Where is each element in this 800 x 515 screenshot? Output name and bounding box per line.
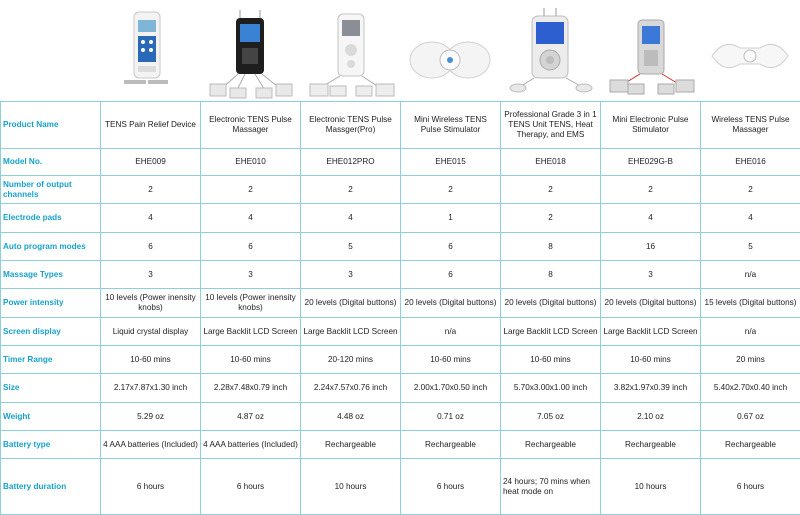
table-cell: 20 levels (Digital buttons) [401,289,501,318]
table-cell: 2.17x7.87x1.30 inch [101,374,201,403]
table-cell: 10-60 mins [401,346,501,374]
table-cell: 15 levels (Digital buttons) [701,289,800,318]
table-cell: 4.87 oz [201,403,301,431]
table-cell: 6 hours [101,459,201,515]
comparison-table-body [1,102,800,515]
table-cell: 16 [601,233,701,261]
table-cell: 20-120 mins [301,346,401,374]
table-cell: 2.28x7.48x0.79 inch [201,374,301,403]
table-cell: 10-60 mins [601,346,701,374]
table-cell: n/a [701,261,800,289]
table-cell: 4 [701,204,800,233]
table-cell: 10 levels (Power inensity knobs) [101,289,201,318]
professional-3in1-tens-image [500,0,600,101]
row-label: Electrode pads [1,204,101,233]
table-cell: 5.29 oz [101,403,201,431]
table-cell: 2 [301,176,401,204]
table-cell: EHE010 [201,149,301,176]
table-row [1,204,800,233]
table-row [1,261,800,289]
table-cell: EHE015 [401,149,501,176]
table-cell: 20 levels (Digital buttons) [601,289,701,318]
table-cell: 3 [101,261,201,289]
table-cell: Electronic TENS Pulse Massger(Pro) [301,102,401,149]
table-cell: 6 hours [401,459,501,515]
product-image-4 [400,0,500,101]
mini-electronic-pulse-stimulator-image [600,0,700,101]
table-cell: 3 [301,261,401,289]
table-cell: 4 AAA batteries (Included) [201,431,301,459]
table-cell: Large Backlit LCD Screen [601,318,701,346]
product-images-row [0,0,800,101]
table-cell: 2 [501,204,601,233]
table-cell: 0.71 oz [401,403,501,431]
table-cell: 6 [401,261,501,289]
tens-pain-relief-device-image [100,0,200,101]
table-cell: 2.00x1.70x0.50 inch [401,374,501,403]
table-cell: Rechargeable [401,431,501,459]
table-row [1,431,800,459]
table-cell: Mini Wireless TENS Pulse Stimulator [401,102,501,149]
row-label: Massage Types [1,261,101,289]
table-cell: EHE012PRO [301,149,401,176]
table-cell: 10-60 mins [101,346,201,374]
table-row [1,403,800,431]
table-row [1,149,800,176]
table-cell: 24 hours; 70 mins when heat mode on [501,459,601,515]
row-label: Screen display [1,318,101,346]
table-row [1,346,800,374]
table-cell: 3 [601,261,701,289]
table-cell: 1 [401,204,501,233]
table-cell: EHE016 [701,149,800,176]
table-cell: 6 hours [701,459,800,515]
table-cell: Large Backlit LCD Screen [201,318,301,346]
row-label: Weight [1,403,101,431]
table-cell: 4 [201,204,301,233]
table-cell: Wireless TENS Pulse Massager [701,102,800,149]
row-label: Auto program modes [1,233,101,261]
table-cell: TENS Pain Relief Device [101,102,201,149]
table-cell: 10 levels (Power inensity knobs) [201,289,301,318]
comparison-table [0,101,800,515]
table-cell: 10 hours [601,459,701,515]
table-row [1,374,800,403]
table-cell: Rechargeable [501,431,601,459]
table-cell: 6 [101,233,201,261]
table-cell: 4.48 oz [301,403,401,431]
table-cell: 4 [101,204,201,233]
table-cell: EHE029G-B [601,149,701,176]
table-cell: 2 [401,176,501,204]
table-cell: 2.10 oz [601,403,701,431]
table-cell: EHE018 [501,149,601,176]
table-cell: 3.82x1.97x0.39 inch [601,374,701,403]
table-row [1,176,800,204]
table-cell: 8 [501,261,601,289]
table-cell: 4 AAA batteries (Included) [101,431,201,459]
table-cell: Large Backlit LCD Screen [301,318,401,346]
row-label: Model No. [1,149,101,176]
row-label: Timer Range [1,346,101,374]
row-label: Size [1,374,101,403]
table-cell: 2 [701,176,800,204]
table-cell: 2 [101,176,201,204]
table-row [1,459,800,515]
table-cell: Large Backlit LCD Screen [501,318,601,346]
table-cell: 20 levels (Digital buttons) [301,289,401,318]
tens-pulse-massager-image [200,0,300,101]
table-cell: Professional Grade 3 in 1 TENS Unit TENS, Heat Therapy, and EMS [501,102,601,149]
table-cell: 2 [601,176,701,204]
product-image-6 [600,0,700,101]
table-cell: Rechargeable [301,431,401,459]
row-label: Product Name [1,102,101,149]
table-cell: 2 [501,176,601,204]
table-cell: 6 hours [201,459,301,515]
table-cell: 20 levels (Digital buttons) [501,289,601,318]
table-cell: 2 [201,176,301,204]
mini-wireless-tens-image [400,0,500,101]
table-cell: 5.70x3.00x1.00 inch [501,374,601,403]
table-cell: 8 [501,233,601,261]
table-cell: EHE009 [101,149,201,176]
table-cell: Rechargeable [601,431,701,459]
table-cell: n/a [701,318,800,346]
table-cell: 6 [401,233,501,261]
table-cell: 10-60 mins [201,346,301,374]
table-cell: 7.05 oz [501,403,601,431]
table-cell: 10-60 mins [501,346,601,374]
row-label: Battery duration [1,459,101,515]
table-cell: 0.67 oz [701,403,800,431]
product-image-3 [300,0,400,101]
table-cell: 4 [601,204,701,233]
table-cell: 10 hours [301,459,401,515]
table-cell: Electronic TENS Pulse Massager [201,102,301,149]
table-cell: 3 [201,261,301,289]
image-row-spacer [0,0,100,101]
table-cell: 20 mins [701,346,800,374]
product-image-2 [200,0,300,101]
table-row [1,102,800,149]
tens-pulse-massager-pro-image [300,0,400,101]
table-cell: Liquid crystal display [101,318,201,346]
table-cell: 4 [301,204,401,233]
table-cell: 5 [301,233,401,261]
row-label: Power intensity [1,289,101,318]
table-row [1,289,800,318]
table-row [1,233,800,261]
table-cell: 5.40x2.70x0.40 inch [701,374,800,403]
product-image-5 [500,0,600,101]
table-cell: Mini Electronic Pulse Stimulator [601,102,701,149]
product-image-1 [100,0,200,101]
table-cell: 6 [201,233,301,261]
row-label: Number of output channels [1,176,101,204]
table-cell: n/a [401,318,501,346]
row-label: Battery type [1,431,101,459]
table-cell: 5 [701,233,800,261]
product-image-7 [700,0,800,101]
wireless-tens-massager-image [700,0,800,101]
table-cell: Rechargeable [701,431,800,459]
table-row [1,318,800,346]
table-cell: 2.24x7.57x0.76 inch [301,374,401,403]
